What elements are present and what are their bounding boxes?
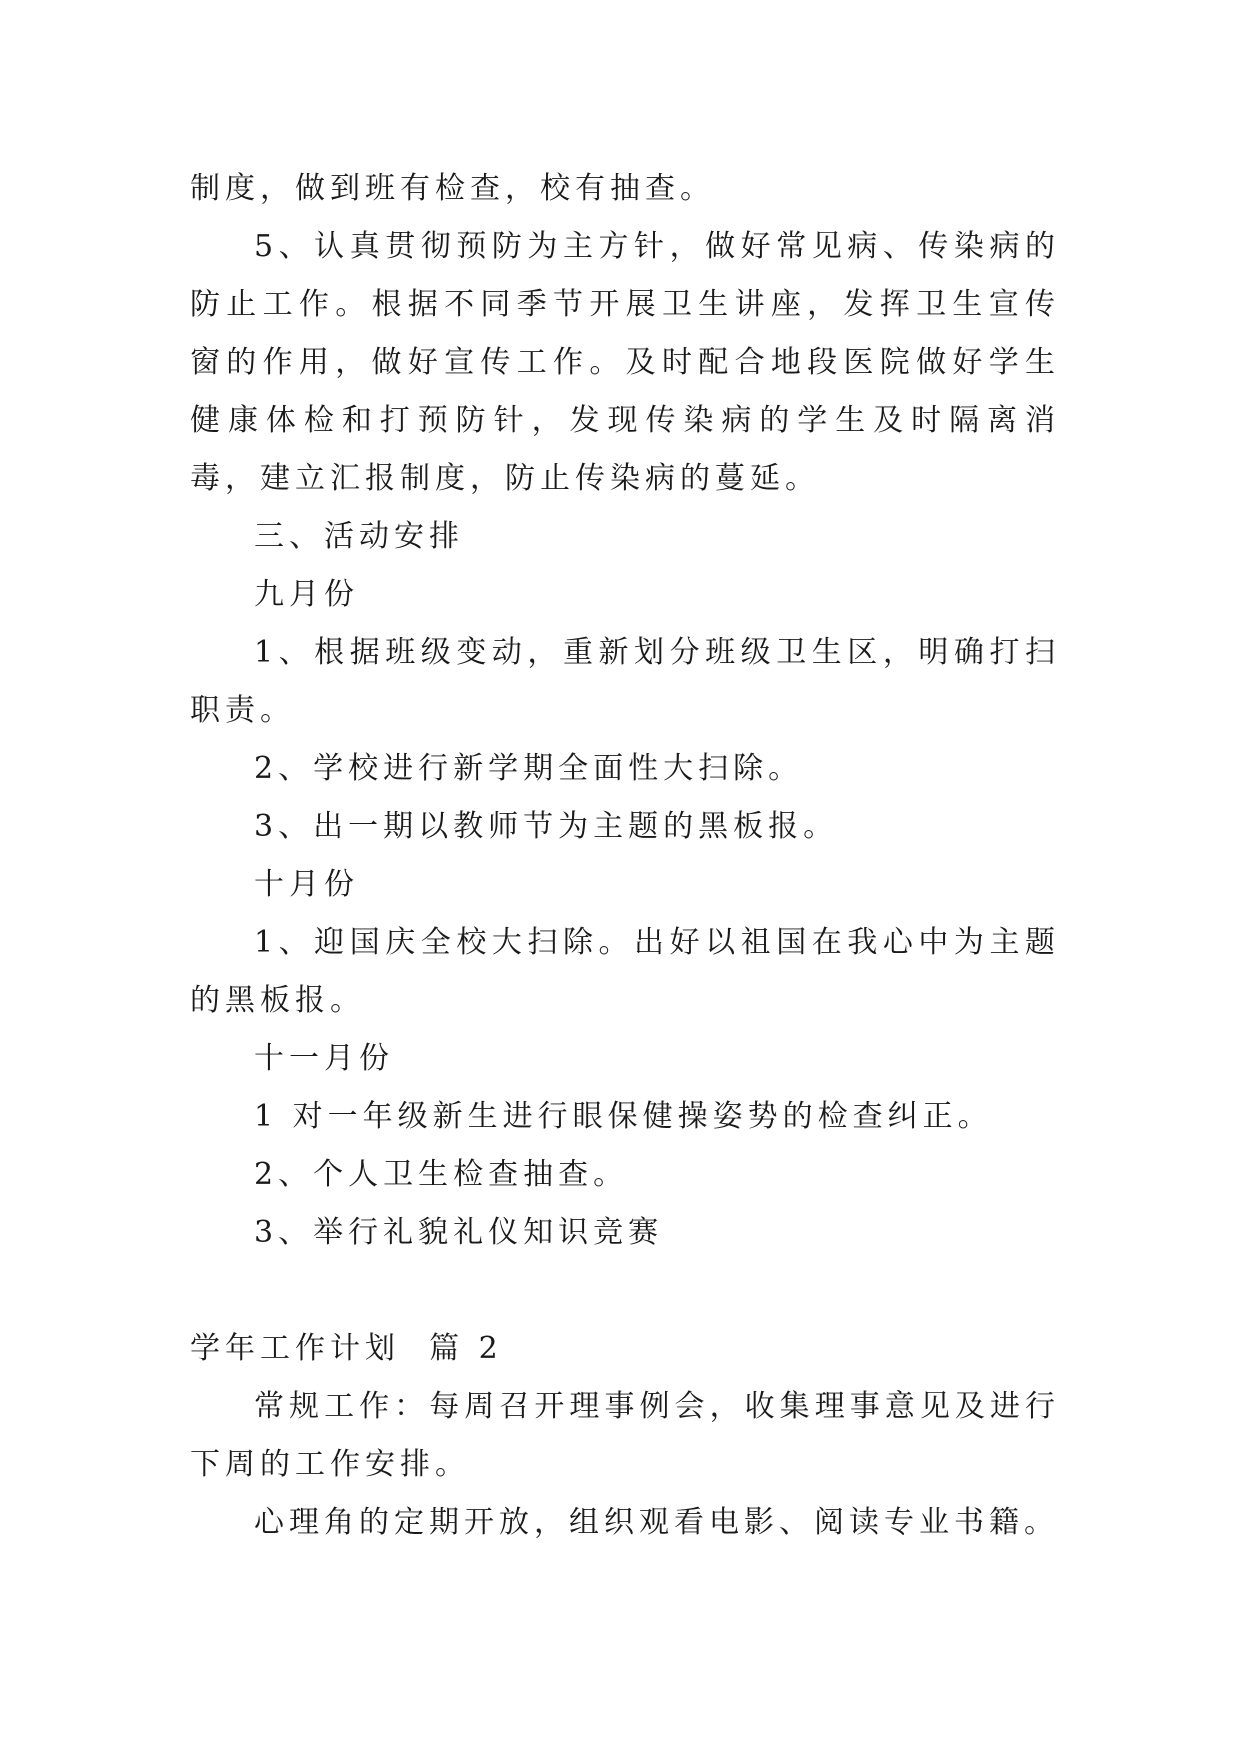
september-item-3: 3、出一期以教师节为主题的黑板报。 — [254, 809, 839, 844]
september-item-2: 2、学校进行新学期全面性大扫除。 — [254, 751, 804, 786]
section-paragraph-routine: 常规工作：每周召开理事例会，收集理事意见及进行下周的工作安排。 — [190, 1389, 1060, 1482]
october-item-1: 1、迎国庆全校大扫除。出好以祖国在我心中为主题的黑板报。 — [190, 925, 1060, 1018]
november-item-1: 1 对一年级新生进行眼保健操姿势的检查纠正。 — [254, 1099, 993, 1134]
section-heading-activities: 三、活动安排 — [254, 519, 464, 554]
section-paragraph-psychology: 心理角的定期开放，组织观看电影、阅读专业书籍。 — [254, 1505, 1059, 1540]
november-item-3: 3、举行礼貌礼仪知识竞赛 — [254, 1215, 664, 1250]
text-column — [190, 160, 1060, 1552]
section-title: 学年工作计划 篇 2 — [190, 1331, 503, 1366]
month-heading-september: 九月份 — [254, 577, 359, 612]
paragraph-item-5: 5、认真贯彻预防为主方针，做好常见病、传染病的防止工作。根据不同季节开展卫生讲座，发挥卫生宣传窗的作用，做好宣传工作。及时配合地段医院做好学生健康体检和打预防针，发现传染病的学生及时隔离消毒，建立汇报制度，防止传染病的蔓延。 — [190, 229, 1060, 496]
november-item-2: 2、个人卫生检查抽查。 — [254, 1157, 629, 1192]
month-heading-november: 十一月份 — [254, 1041, 394, 1076]
paragraph-continuation: 制度，做到班有检查，校有抽查。 — [190, 171, 715, 206]
september-item-1: 1、根据班级变动，重新划分班级卫生区，明确打扫职责。 — [190, 635, 1060, 728]
month-heading-october: 十月份 — [254, 867, 359, 902]
